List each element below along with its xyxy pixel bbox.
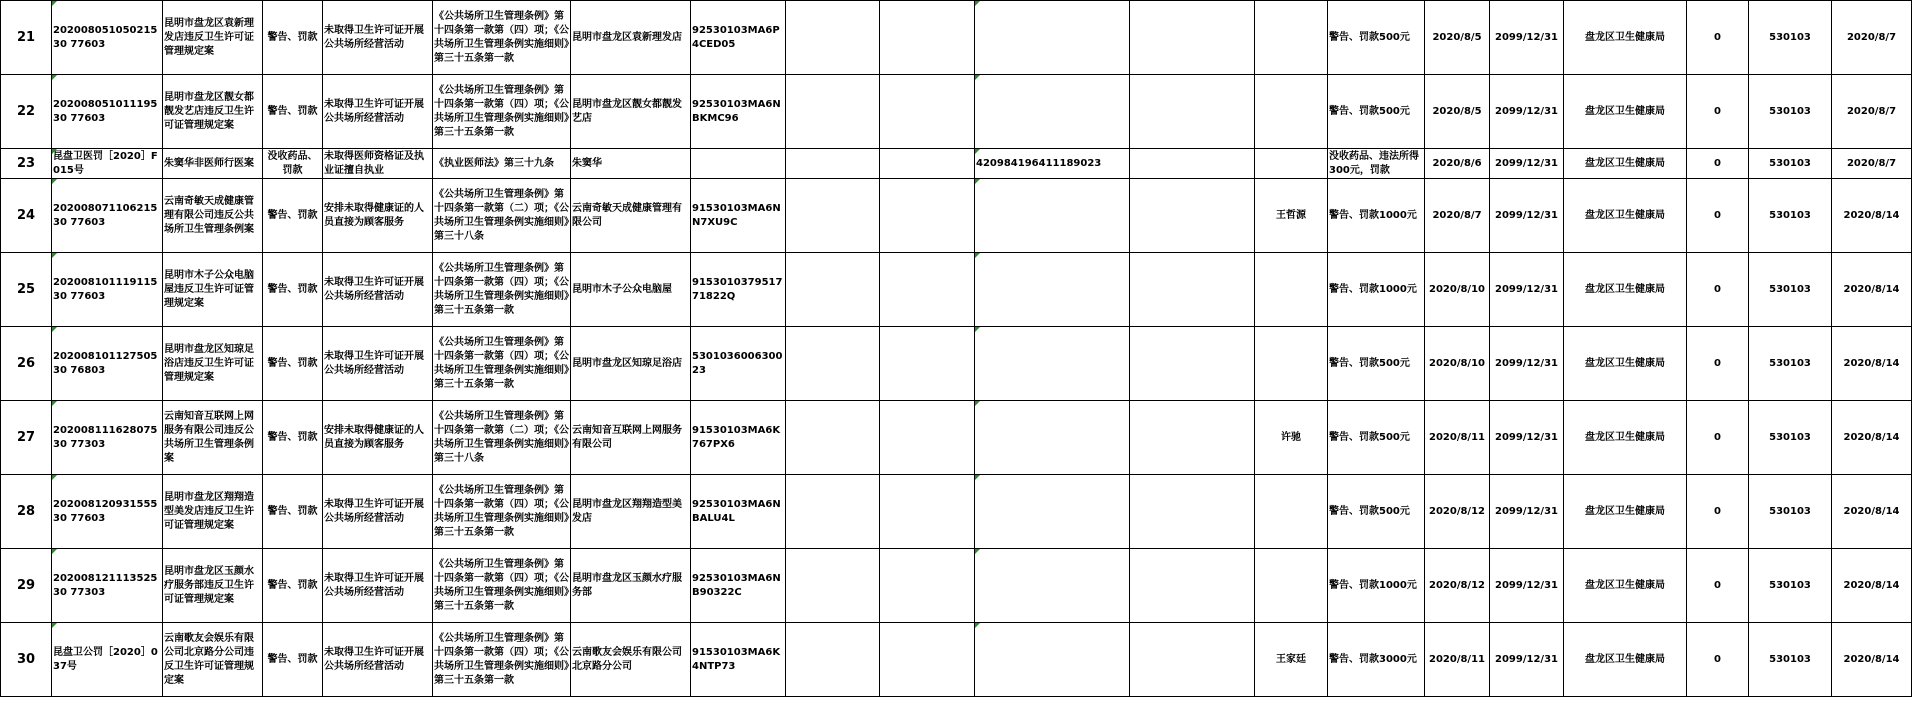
cell-facts: 未取得卫生许可证开展公共场所经营活动	[323, 549, 433, 623]
cell-party: 云南知音互联网上网服务有限公司	[571, 401, 691, 475]
cell-legal-rep	[1255, 75, 1328, 149]
cell-publish-date: 2020/8/14	[1832, 475, 1912, 549]
cell-e2	[880, 179, 975, 253]
cell-authority: 盘龙区卫生健康局	[1564, 475, 1687, 549]
cell-case-name: 昆明市盘龙区翔翔造型美发店违反卫生许可证管理规定案	[163, 475, 263, 549]
cell-facts: 安排未取得健康证的人员直接为顾客服务	[323, 401, 433, 475]
cell-idx: 29	[1, 549, 52, 623]
cell-credit-code	[691, 149, 786, 179]
cell-e1	[786, 253, 880, 327]
cell-e2	[880, 401, 975, 475]
table-row	[1, 623, 1912, 697]
cell-e2	[880, 149, 975, 179]
cell-result: 警告、罚款500元	[1328, 1, 1425, 75]
cell-case-no: 20200811162807530 77303	[52, 401, 163, 475]
cell-e3	[1130, 149, 1255, 179]
cell-e3	[1130, 327, 1255, 401]
cell-id-no	[975, 475, 1130, 549]
cell-e3	[1130, 75, 1255, 149]
cell-valid-until: 2099/12/31	[1490, 149, 1564, 179]
cell-case-no: 20200812093155530 77603	[52, 475, 163, 549]
cell-id-no	[975, 179, 1130, 253]
cell-penalty-type: 警告、罚款	[263, 75, 323, 149]
cell-e1	[786, 623, 880, 697]
cell-e1	[786, 179, 880, 253]
cell-valid-until: 2099/12/31	[1490, 327, 1564, 401]
cell-valid-until: 2099/12/31	[1490, 75, 1564, 149]
cell-result: 警告、罚款1000元	[1328, 179, 1425, 253]
cell-status: 0	[1687, 327, 1749, 401]
cell-penalty-type: 警告、罚款	[263, 623, 323, 697]
table-row	[1, 179, 1912, 253]
cell-basis: 《公共场所卫生管理条例》第十四条第一款第（四）项；《公共场所卫生管理条例实施细则》第三十五条第一款	[433, 549, 571, 623]
cell-valid-until: 2099/12/31	[1490, 253, 1564, 327]
cell-basis: 《公共场所卫生管理条例》第十四条第一款第（二）项；《公共场所卫生管理条例实施细则》第三十八条	[433, 401, 571, 475]
cell-publish-date: 2020/8/14	[1832, 253, 1912, 327]
cell-authority: 盘龙区卫生健康局	[1564, 401, 1687, 475]
cell-valid-until: 2099/12/31	[1490, 549, 1564, 623]
cell-result: 没收药品、违法所得300元，罚款	[1328, 149, 1425, 179]
cell-result: 警告、罚款500元	[1328, 327, 1425, 401]
cell-authority: 盘龙区卫生健康局	[1564, 549, 1687, 623]
cell-penalty-type: 警告、罚款	[263, 327, 323, 401]
cell-party: 朱窦华	[571, 149, 691, 179]
cell-e3	[1130, 475, 1255, 549]
cell-legal-rep	[1255, 149, 1328, 179]
cell-case-name: 昆明市盘龙区知琼足浴店违反卫生许可证管理规定案	[163, 327, 263, 401]
cell-area-code: 530103	[1749, 623, 1832, 697]
cell-decision-date: 2020/8/5	[1425, 1, 1490, 75]
cell-valid-until: 2099/12/31	[1490, 1, 1564, 75]
cell-e3	[1130, 549, 1255, 623]
cell-legal-rep: 许驰	[1255, 401, 1328, 475]
cell-idx: 21	[1, 1, 52, 75]
cell-id-no	[975, 549, 1130, 623]
cell-decision-date: 2020/8/12	[1425, 549, 1490, 623]
cell-case-name: 云南知音互联网上网服务有限公司违反公共场所卫生管理条例案	[163, 401, 263, 475]
cell-result: 警告、罚款500元	[1328, 475, 1425, 549]
cell-case-no: 昆盘卫公罚［2020］037号	[52, 623, 163, 697]
cell-result: 警告、罚款1000元	[1328, 549, 1425, 623]
cell-authority: 盘龙区卫生健康局	[1564, 253, 1687, 327]
cell-id-no	[975, 1, 1130, 75]
cell-case-name: 昆明市木子公众电脑屋违反卫生许可证管理规定案	[163, 253, 263, 327]
cell-case-no: 20200805105021530 77603	[52, 1, 163, 75]
cell-status: 0	[1687, 253, 1749, 327]
cell-case-name: 云南歌友会娱乐有限公司北京路分公司违反卫生许可证管理规定案	[163, 623, 263, 697]
cell-e1	[786, 549, 880, 623]
cell-e1	[786, 401, 880, 475]
cell-authority: 盘龙区卫生健康局	[1564, 149, 1687, 179]
cell-result: 警告、罚款3000元	[1328, 623, 1425, 697]
cell-credit-code: 91530103MA6K4NTP73	[691, 623, 786, 697]
table-row	[1, 149, 1912, 179]
cell-party: 昆明市木子公众电脑屋	[571, 253, 691, 327]
cell-area-code: 530103	[1749, 179, 1832, 253]
cell-valid-until: 2099/12/31	[1490, 401, 1564, 475]
cell-status: 0	[1687, 549, 1749, 623]
cell-facts: 安排未取得健康证的人员直接为顾客服务	[323, 179, 433, 253]
cell-basis: 《公共场所卫生管理条例》第十四条第一款第（四）项；《公共场所卫生管理条例实施细则》第三十五条第一款	[433, 1, 571, 75]
cell-legal-rep	[1255, 1, 1328, 75]
cell-penalty-type: 警告、罚款	[263, 1, 323, 75]
cell-facts: 未取得卫生许可证开展公共场所经营活动	[323, 75, 433, 149]
cell-decision-date: 2020/8/11	[1425, 401, 1490, 475]
cell-id-no	[975, 401, 1130, 475]
cell-penalty-type: 警告、罚款	[263, 475, 323, 549]
cell-e2	[880, 75, 975, 149]
cell-case-no: 20200810111911530 77603	[52, 253, 163, 327]
cell-case-no: 昆盘卫医罚［2020］F015号	[52, 149, 163, 179]
cell-party: 昆明市盘龙区玉颜水疗服务部	[571, 549, 691, 623]
cell-e3	[1130, 253, 1255, 327]
cell-credit-code: 915301037951771822Q	[691, 253, 786, 327]
cell-idx: 22	[1, 75, 52, 149]
cell-decision-date: 2020/8/10	[1425, 253, 1490, 327]
cell-e2	[880, 253, 975, 327]
cell-area-code: 530103	[1749, 475, 1832, 549]
cell-status: 0	[1687, 623, 1749, 697]
cell-case-name: 昆明市盘龙区袁新理发店违反卫生许可证管理规定案	[163, 1, 263, 75]
cell-id-no	[975, 623, 1130, 697]
cell-e1	[786, 1, 880, 75]
cell-facts: 未取得卫生许可证开展公共场所经营活动	[323, 623, 433, 697]
cell-publish-date: 2020/8/14	[1832, 401, 1912, 475]
cell-authority: 盘龙区卫生健康局	[1564, 75, 1687, 149]
cell-credit-code: 91530103MA6NN7XU9C	[691, 179, 786, 253]
cell-penalty-type: 警告、罚款	[263, 401, 323, 475]
cell-e2	[880, 549, 975, 623]
cell-basis: 《公共场所卫生管理条例》第十四条第一款第（四）项；《公共场所卫生管理条例实施细则》第三十五条第一款	[433, 327, 571, 401]
cell-legal-rep: 王哲源	[1255, 179, 1328, 253]
cell-e1	[786, 475, 880, 549]
cell-basis: 《公共场所卫生管理条例》第十四条第一款第（四）项；《公共场所卫生管理条例实施细则》第三十五条第一款	[433, 623, 571, 697]
table-body	[1, 1, 1912, 697]
cell-party: 昆明市盘龙区翔翔造型美发店	[571, 475, 691, 549]
table-row	[1, 75, 1912, 149]
cell-e2	[880, 623, 975, 697]
cell-area-code: 530103	[1749, 327, 1832, 401]
cell-basis: 《执业医师法》第三十九条	[433, 149, 571, 179]
cell-area-code: 530103	[1749, 401, 1832, 475]
cell-status: 0	[1687, 1, 1749, 75]
cell-result: 警告、罚款500元	[1328, 401, 1425, 475]
cell-valid-until: 2099/12/31	[1490, 475, 1564, 549]
cell-idx: 23	[1, 149, 52, 179]
table-row	[1, 401, 1912, 475]
cell-area-code: 530103	[1749, 1, 1832, 75]
cell-id-no	[975, 327, 1130, 401]
cell-case-no: 20200805101119530 77603	[52, 75, 163, 149]
cell-decision-date: 2020/8/11	[1425, 623, 1490, 697]
cell-decision-date: 2020/8/5	[1425, 75, 1490, 149]
cell-status: 0	[1687, 149, 1749, 179]
cell-e1	[786, 75, 880, 149]
cell-legal-rep	[1255, 253, 1328, 327]
cell-case-no: 20200812111352530 77303	[52, 549, 163, 623]
cell-idx: 27	[1, 401, 52, 475]
cell-authority: 盘龙区卫生健康局	[1564, 327, 1687, 401]
cell-area-code: 530103	[1749, 253, 1832, 327]
cell-publish-date: 2020/8/7	[1832, 149, 1912, 179]
cell-credit-code: 92530103MA6NBKMC96	[691, 75, 786, 149]
cell-e3	[1130, 1, 1255, 75]
cell-e3	[1130, 401, 1255, 475]
cell-facts: 未取得卫生许可证开展公共场所经营活动	[323, 327, 433, 401]
table-row	[1, 1, 1912, 75]
cell-party: 昆明市盘龙区知琼足浴店	[571, 327, 691, 401]
cell-publish-date: 2020/8/7	[1832, 75, 1912, 149]
cell-id-no: 420984196411189023	[975, 149, 1130, 179]
cell-authority: 盘龙区卫生健康局	[1564, 1, 1687, 75]
cell-legal-rep: 王家廷	[1255, 623, 1328, 697]
cell-publish-date: 2020/8/14	[1832, 327, 1912, 401]
cell-idx: 30	[1, 623, 52, 697]
cell-idx: 24	[1, 179, 52, 253]
cell-id-no	[975, 253, 1130, 327]
cell-credit-code: 92530103MA6P4CED05	[691, 1, 786, 75]
cell-legal-rep	[1255, 475, 1328, 549]
cell-id-no	[975, 75, 1130, 149]
cell-decision-date: 2020/8/6	[1425, 149, 1490, 179]
cell-legal-rep	[1255, 327, 1328, 401]
cell-facts: 未取得卫生许可证开展公共场所经营活动	[323, 253, 433, 327]
cell-credit-code: 530103600630023	[691, 327, 786, 401]
cell-credit-code: 92530103MA6NBALU4L	[691, 475, 786, 549]
cell-penalty-type: 警告、罚款	[263, 549, 323, 623]
cell-penalty-type: 没收药品、罚款	[263, 149, 323, 179]
cell-authority: 盘龙区卫生健康局	[1564, 623, 1687, 697]
cell-publish-date: 2020/8/14	[1832, 623, 1912, 697]
cell-e3	[1130, 179, 1255, 253]
cell-party: 昆明市盘龙区袁新理发店	[571, 1, 691, 75]
table-row	[1, 475, 1912, 549]
cell-idx: 28	[1, 475, 52, 549]
cell-e3	[1130, 623, 1255, 697]
cell-facts: 未取得卫生许可证开展公共场所经营活动	[323, 475, 433, 549]
cell-publish-date: 2020/8/14	[1832, 549, 1912, 623]
cell-area-code: 530103	[1749, 75, 1832, 149]
cell-area-code: 530103	[1749, 549, 1832, 623]
cell-party: 云南奇敏天成健康管理有限公司	[571, 179, 691, 253]
cell-authority: 盘龙区卫生健康局	[1564, 179, 1687, 253]
cell-idx: 25	[1, 253, 52, 327]
cell-credit-code: 92530103MA6NB90322C	[691, 549, 786, 623]
cell-facts: 未取得医师资格证及执业证擅自执业	[323, 149, 433, 179]
cell-penalty-type: 警告、罚款	[263, 179, 323, 253]
cell-status: 0	[1687, 75, 1749, 149]
cell-decision-date: 2020/8/12	[1425, 475, 1490, 549]
cell-case-name: 昆明市盘龙区玉颜水疗服务部违反卫生许可证管理规定案	[163, 549, 263, 623]
cell-e2	[880, 1, 975, 75]
cell-publish-date: 2020/8/14	[1832, 179, 1912, 253]
cell-decision-date: 2020/8/7	[1425, 179, 1490, 253]
cell-publish-date: 2020/8/7	[1832, 1, 1912, 75]
cell-area-code: 530103	[1749, 149, 1832, 179]
cell-basis: 《公共场所卫生管理条例》第十四条第一款第（四）项；《公共场所卫生管理条例实施细则》第三十五条第一款	[433, 475, 571, 549]
table-row	[1, 327, 1912, 401]
table-row	[1, 253, 1912, 327]
cell-case-name: 云南奇敏天成健康管理有限公司违反公共场所卫生管理条例案	[163, 179, 263, 253]
cell-e2	[880, 475, 975, 549]
cell-case-name: 昆明市盘龙区靓女都靓发艺店违反卫生许可证管理规定案	[163, 75, 263, 149]
cell-decision-date: 2020/8/10	[1425, 327, 1490, 401]
cell-party: 云南歌友会娱乐有限公司北京路分公司	[571, 623, 691, 697]
cell-case-no: 20200810112750530 76803	[52, 327, 163, 401]
cell-result: 警告、罚款500元	[1328, 75, 1425, 149]
cell-idx: 26	[1, 327, 52, 401]
cell-penalty-type: 警告、罚款	[263, 253, 323, 327]
cell-status: 0	[1687, 401, 1749, 475]
cell-status: 0	[1687, 179, 1749, 253]
cell-e1	[786, 149, 880, 179]
cell-e1	[786, 327, 880, 401]
cell-legal-rep	[1255, 549, 1328, 623]
cell-e2	[880, 327, 975, 401]
cell-valid-until: 2099/12/31	[1490, 623, 1564, 697]
cell-basis: 《公共场所卫生管理条例》第十四条第一款第（二）项；《公共场所卫生管理条例实施细则》第三十八条	[433, 179, 571, 253]
cell-credit-code: 91530103MA6K767PX6	[691, 401, 786, 475]
cell-basis: 《公共场所卫生管理条例》第十四条第一款第（四）项；《公共场所卫生管理条例实施细则》第三十五条第一款	[433, 253, 571, 327]
cell-basis: 《公共场所卫生管理条例》第十四条第一款第（四）项；《公共场所卫生管理条例实施细则》第三十五条第一款	[433, 75, 571, 149]
cell-case-no: 20200807110621530 77603	[52, 179, 163, 253]
cell-facts: 未取得卫生许可证开展公共场所经营活动	[323, 1, 433, 75]
table-row	[1, 549, 1912, 623]
cell-valid-until: 2099/12/31	[1490, 179, 1564, 253]
cell-status: 0	[1687, 475, 1749, 549]
cell-case-name: 朱窦华非医师行医案	[163, 149, 263, 179]
cell-party: 昆明市盘龙区靓女都靓发艺店	[571, 75, 691, 149]
cell-result: 警告、罚款1000元	[1328, 253, 1425, 327]
